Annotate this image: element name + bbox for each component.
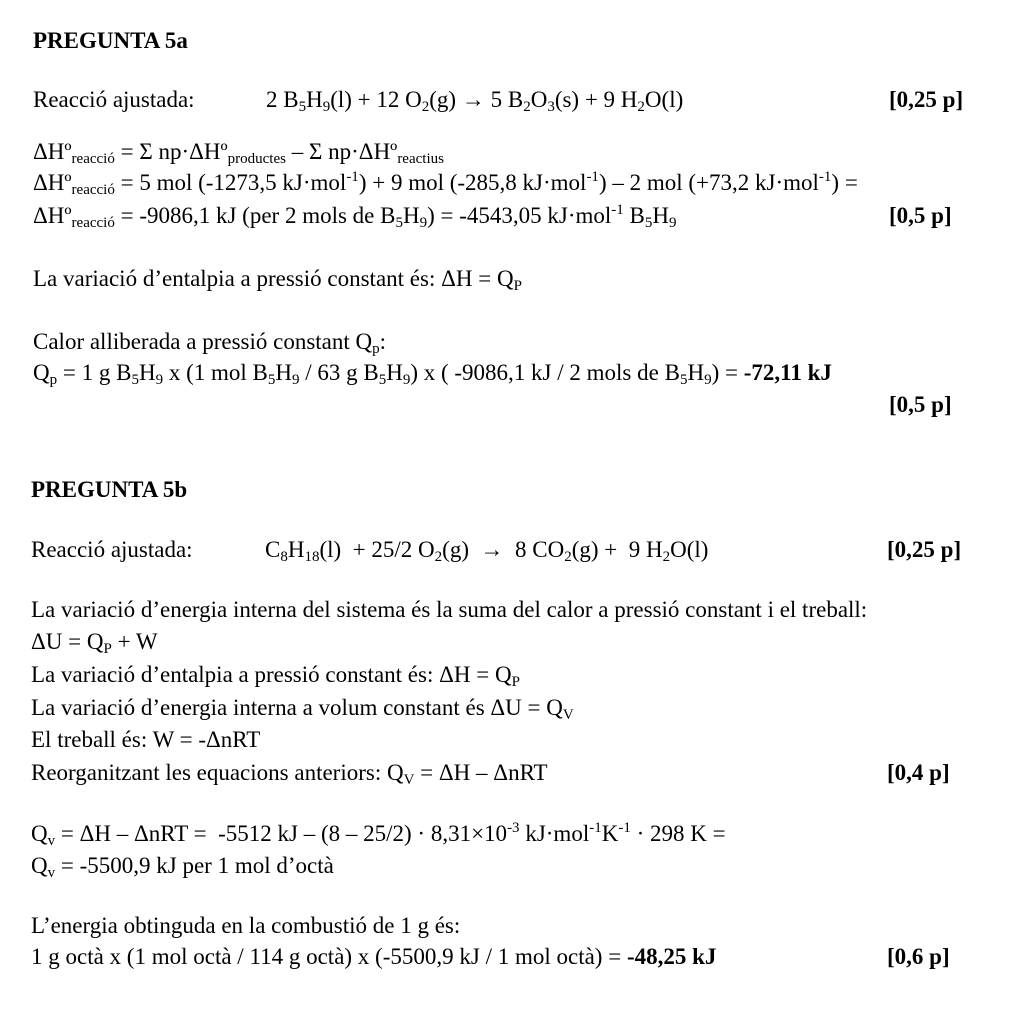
heading-5a: PREGUNTA 5a xyxy=(33,28,188,53)
enthalpy-result: ΔHº$_{reacció}$ = -9086,1 kJ (per 2 mols de $B_5H_9) = -4543,05$ kJ·mol$^{-1}$ $B_5H_9$ xyxy=(33,202,677,231)
reaction-equation-5b: $C_8H_{18}(l) + 25/2$ $O_2(g) \to 8$ $CO_2(g) + 9$ $H_2O(l)$ xyxy=(265,537,709,565)
work-text: El treball és: W = -ΔnRT xyxy=(31,727,261,752)
heat-intro: Calor alliberada a pressió constant $Q_p$: xyxy=(33,329,387,357)
reorg-text: Reorganitzant les equacions anteriors: $Q_V = \Delta H - \Delta nRT$ xyxy=(31,760,548,788)
score-reorg-5b: [0,4 p] xyxy=(887,760,950,785)
enthalpy-substitution: ΔHº$_{reacció}$ = 5 mol (-1273,5 kJ·mol$^{-1}$) + 9 mol (-285,8 kJ·mol$^{-1}$) – 2 mol (+73,2 kJ·mol$^{-1}$) = xyxy=(33,169,858,198)
reaction-label-5a: Reacció ajustada: xyxy=(33,87,195,112)
reaction-label-5b: Reacció ajustada: xyxy=(31,537,193,562)
final-result: -48,25 kJ xyxy=(626,944,717,969)
energy-obtained: L’energia obtinguda en la combustió de 1 g és: xyxy=(31,913,461,938)
score-heat-5a: [0,5 p] xyxy=(889,392,952,417)
dh-qp-5b: La variació d’entalpia a pressió constant és: $\Delta H = Q_P$ xyxy=(31,662,520,690)
heat-calculation: $Q_p = 1$ g $B_5H_9$ x (1 mol $B_5H_9 / 63$ g $B_5H_9$) x ( -9086,1 kJ / 2 mols de $B_5H_9) = -72,11$ kJ xyxy=(33,360,832,388)
score-reaction-5a: [0,25 p] xyxy=(889,87,964,112)
score-reaction-5b: [0,25 p] xyxy=(887,537,962,562)
heading-5b: PREGUNTA 5b xyxy=(31,477,188,502)
qv-result: $Q_v = -5500,9$ kJ per 1 mol d’octà xyxy=(31,853,334,881)
qv-calculation: $Q_v = \Delta H - \Delta nRT = -5512$ kJ – $(8 - 25/2) \cdot 8,31\times 10^{-3}$ $kJ\cdot mol^{-1}K^{-1} \cdot 298$ K = xyxy=(31,820,726,849)
reaction-equation-5a: 2 $B_5H_9(l) + 12$ $O_2(g) \to 5$ $B_2O_3(s) + 9$ $H_2O(l)$ xyxy=(266,87,684,115)
enthalpy-formula: ΔHº$_{reacció}$ = Σ np·ΔHº$_{productes}$ – Σ np·ΔHº$_{reactius}$ xyxy=(33,139,444,167)
score-final-5b: [0,6 p] xyxy=(887,944,950,969)
du-qv: La variació d’energia interna a volum constant és $\Delta U = Q_V$ xyxy=(31,695,574,723)
score-enthalpy-5a: [0,5 p] xyxy=(889,203,952,228)
energy-intro: La variació d’energia interna del sistema és la suma del calor a pressió constant i el treball: xyxy=(31,597,868,622)
du-equation: $\Delta U = Q_P + W$ xyxy=(31,629,158,657)
final-calculation: 1 g octà x (1 mol octà / 114 g octà) x (-5500,9 kJ / 1 mol octà) = -48,25 kJ xyxy=(31,944,717,969)
dh-qp-5a: La variació d’entalpia a pressió constant és: $\Delta H = Q_P$ xyxy=(33,266,522,294)
heat-result: -72,11 kJ xyxy=(743,360,832,385)
